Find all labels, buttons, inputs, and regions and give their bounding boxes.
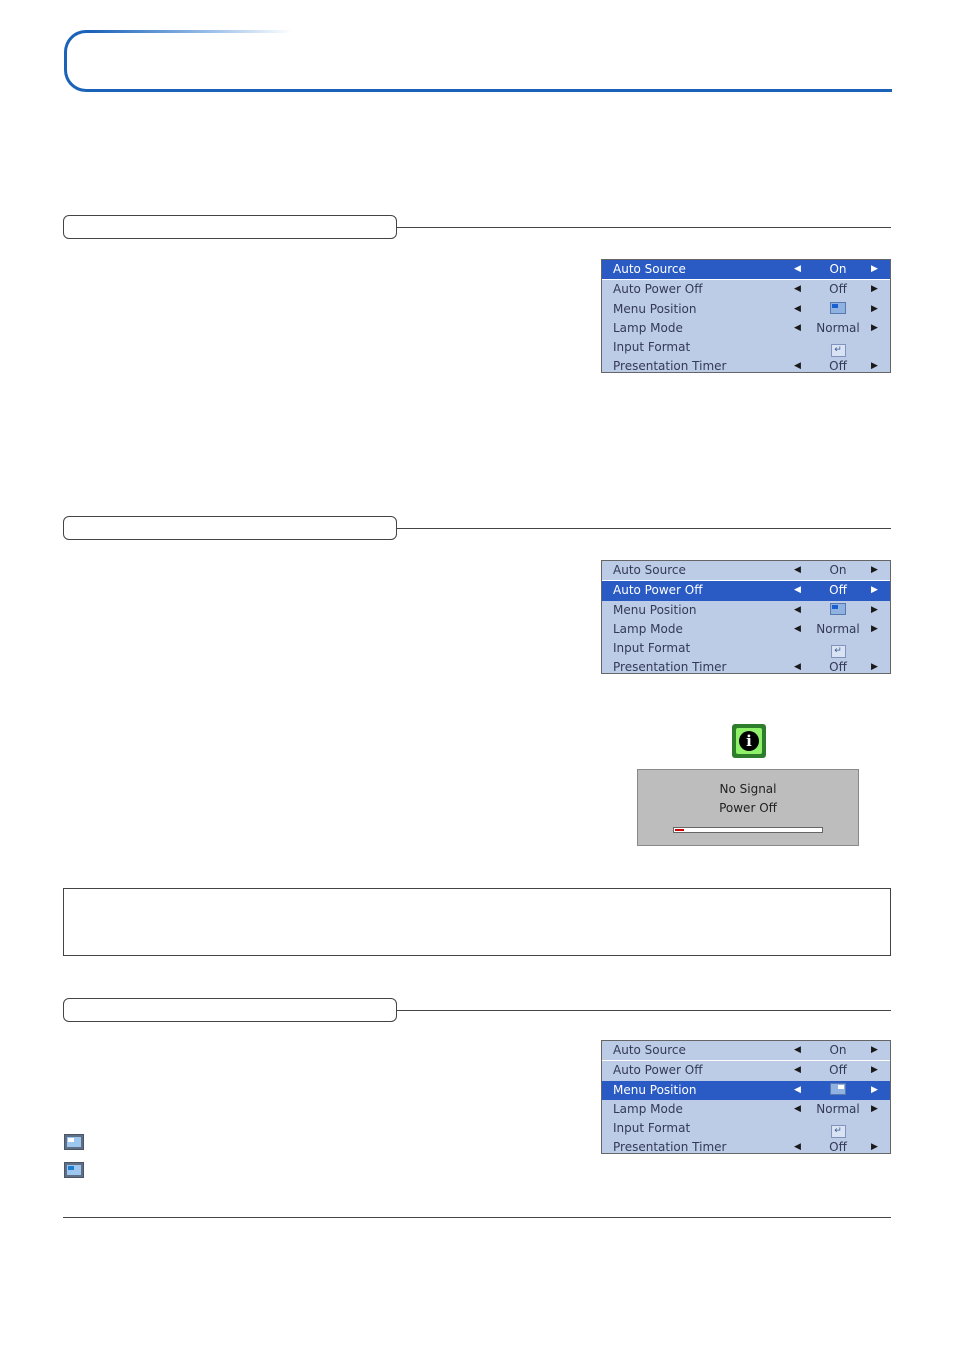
osd-row-value: Off [829, 583, 847, 598]
osd-row-label: Auto Source [613, 1043, 686, 1057]
no-signal-message [637, 769, 859, 846]
menu-position-icon [830, 1083, 846, 1095]
progress-fill [675, 829, 684, 831]
osd-row-label: Auto Source [613, 563, 686, 577]
left-arrow-icon[interactable]: ◀ [794, 303, 801, 314]
section-rule [397, 227, 891, 228]
osd-row-value: Normal [816, 1101, 860, 1116]
osd-row-label: Auto Power Off [613, 1063, 703, 1078]
left-arrow-icon[interactable]: ◀ [794, 322, 801, 333]
section-rule [397, 528, 891, 529]
menu-position-top-left-icon [64, 1134, 84, 1150]
osd-row-label: Menu Position [613, 602, 697, 617]
osd-row[interactable] [602, 620, 890, 639]
osd-menu-menu-position [601, 1040, 891, 1154]
osd-row[interactable] [602, 1100, 890, 1119]
osd-row[interactable] [602, 338, 890, 357]
right-arrow-icon[interactable]: ▶ [871, 1045, 878, 1055]
osd-row-label: Lamp Mode [613, 1101, 683, 1116]
enter-icon[interactable]: ↵ [831, 344, 846, 357]
osd-row-value [810, 1119, 866, 1138]
osd-row[interactable] [602, 300, 890, 319]
osd-row[interactable] [602, 639, 890, 658]
osd-row[interactable] [602, 1138, 890, 1157]
osd-row[interactable] [602, 1119, 890, 1138]
osd-row-label: Lamp Mode [613, 621, 683, 636]
left-arrow-icon[interactable]: ◀ [794, 284, 801, 295]
right-arrow-icon[interactable]: ▶ [871, 1103, 878, 1114]
osd-row-label: Input Format [613, 641, 691, 656]
osd-row[interactable] [602, 280, 890, 299]
osd-row-label: Presentation Timer [613, 660, 727, 675]
enter-icon[interactable]: ↵ [831, 1125, 846, 1138]
osd-row-value: Off [829, 282, 847, 297]
right-arrow-icon[interactable]: ▶ [871, 604, 878, 615]
left-arrow-icon[interactable]: ◀ [794, 1065, 801, 1076]
osd-row[interactable] [602, 1061, 890, 1080]
right-arrow-icon[interactable]: ▶ [871, 264, 878, 274]
osd-row-value: Off [829, 1063, 847, 1078]
osd-row-label: Menu Position [613, 301, 697, 316]
right-arrow-icon[interactable]: ▶ [871, 284, 878, 295]
section-pill [63, 516, 397, 540]
left-arrow-icon[interactable]: ◀ [794, 264, 801, 274]
message-line-1: No Signal [719, 782, 777, 796]
osd-menu-auto-power-off [601, 560, 891, 674]
left-arrow-icon[interactable]: ◀ [794, 1045, 801, 1055]
osd-row-label: Menu Position [613, 1082, 697, 1097]
left-arrow-icon[interactable]: ◀ [794, 1103, 801, 1114]
right-arrow-icon[interactable]: ▶ [871, 1084, 878, 1095]
osd-row-value: On [829, 563, 847, 577]
right-arrow-icon[interactable]: ▶ [871, 565, 878, 575]
title-fade-line [90, 30, 900, 33]
osd-row-value [810, 300, 866, 319]
osd-row-value: Off [829, 359, 847, 374]
osd-row-label: Presentation Timer [613, 359, 727, 374]
osd-row[interactable] [602, 658, 890, 677]
right-arrow-icon[interactable]: ▶ [871, 1142, 878, 1153]
section-pill [63, 998, 397, 1022]
left-arrow-icon[interactable]: ◀ [794, 565, 801, 575]
osd-row-value: Normal [816, 320, 860, 335]
right-arrow-icon[interactable]: ▶ [871, 662, 878, 673]
osd-row-label: Lamp Mode [613, 320, 683, 335]
left-arrow-icon[interactable]: ◀ [794, 604, 801, 615]
left-arrow-icon[interactable]: ◀ [794, 1084, 801, 1095]
osd-row-value [810, 338, 866, 357]
osd-row[interactable] [602, 561, 890, 581]
osd-row[interactable] [602, 357, 890, 376]
enter-icon[interactable]: ↵ [831, 645, 846, 658]
osd-row-value [810, 601, 866, 620]
right-arrow-icon[interactable]: ▶ [871, 1065, 878, 1076]
osd-row-value [810, 1081, 866, 1100]
osd-row-label: Input Format [613, 340, 691, 355]
right-arrow-icon[interactable]: ▶ [871, 361, 878, 372]
osd-row-value: Off [829, 1140, 847, 1155]
menu-position-icon [830, 302, 846, 314]
osd-row-value [810, 639, 866, 658]
message-line-2: Power Off [719, 801, 777, 815]
osd-menu-auto-source [601, 259, 891, 373]
section-header-auto-source [63, 215, 891, 241]
left-arrow-icon[interactable]: ◀ [794, 662, 801, 673]
left-arrow-icon[interactable]: ◀ [794, 361, 801, 372]
section-pill [63, 215, 397, 239]
footer-rule [63, 1217, 891, 1218]
osd-row-label: Auto Source [613, 262, 686, 276]
osd-row-value: On [829, 1043, 847, 1057]
osd-row[interactable] [602, 319, 890, 338]
osd-row[interactable] [602, 1041, 890, 1061]
page-title-frame [64, 30, 892, 92]
osd-row-value: Off [829, 660, 847, 675]
left-arrow-icon[interactable]: ◀ [794, 1142, 801, 1153]
menu-position-top-left-alt-icon [64, 1162, 84, 1178]
power-off-progress-bar [673, 827, 823, 833]
osd-row-label: Input Format [613, 1121, 691, 1136]
menu-position-icon [830, 603, 846, 615]
osd-row[interactable] [602, 1081, 890, 1100]
section-header-auto-power-off [63, 516, 891, 542]
right-arrow-icon[interactable]: ▶ [871, 303, 878, 314]
osd-row-value: On [829, 262, 847, 276]
note-box [63, 888, 891, 956]
osd-row-label: Presentation Timer [613, 1140, 727, 1155]
osd-row[interactable] [602, 601, 890, 620]
osd-row-label: Auto Power Off [613, 583, 703, 598]
section-header-menu-position [63, 998, 891, 1024]
osd-row-value: Normal [816, 621, 860, 636]
left-arrow-icon[interactable]: ◀ [794, 585, 801, 596]
right-arrow-icon[interactable]: ▶ [871, 322, 878, 333]
info-icon: i [732, 724, 766, 758]
right-arrow-icon[interactable]: ▶ [871, 585, 878, 596]
section-rule [397, 1010, 891, 1011]
osd-row[interactable] [602, 581, 890, 600]
left-arrow-icon[interactable]: ◀ [794, 623, 801, 634]
osd-row[interactable] [602, 260, 890, 280]
osd-row-label: Auto Power Off [613, 282, 703, 297]
right-arrow-icon[interactable]: ▶ [871, 623, 878, 634]
